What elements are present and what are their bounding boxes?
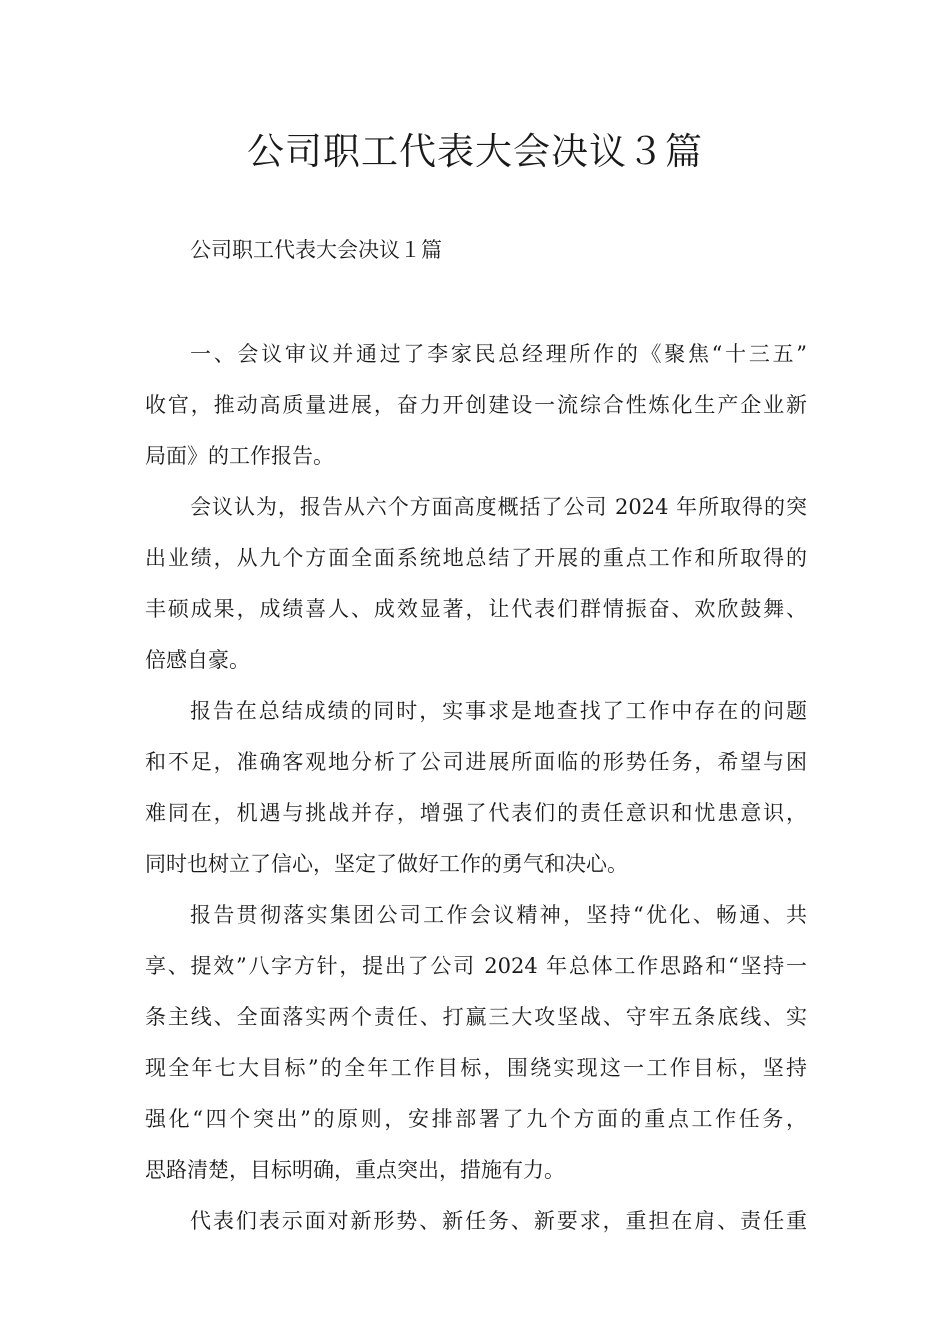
document-title: 公司职工代表大会决议３篇 bbox=[247, 130, 703, 173]
paragraph-line: 收官，推动高质量进展，奋力开创建设一流综合性炼化生产企业新 bbox=[145, 393, 807, 417]
body-paragraph bbox=[145, 686, 807, 890]
body-paragraph bbox=[145, 482, 807, 686]
paragraph-line: 难同在，机遇与挑战并存，增强了代表们的责任意识和忧患意识， bbox=[145, 801, 807, 825]
paragraph-line: 代表们表示面对新形势、新任务、新要求，重担在肩、责任重 bbox=[190, 1209, 807, 1233]
paragraph-line: 丰硕成果，成绩喜人、成效显著，让代表们群情振奋、欢欣鼓舞、 bbox=[145, 597, 807, 621]
paragraph-line: 和不足，准确客观地分析了公司进展所面临的形势任务，希望与困 bbox=[145, 750, 807, 774]
paragraph-line: 报告贯彻落实集团公司工作会议精神，坚持“优化、畅通、共 bbox=[190, 903, 807, 927]
paragraph-line: 局面》的工作报告。 bbox=[145, 444, 334, 468]
paragraph-line: 报告在总结成绩的同时，实事求是地查找了工作中存在的问题 bbox=[190, 699, 807, 723]
document-subtitle: 公司职工代表大会决议１篇 bbox=[190, 238, 442, 262]
body-paragraph bbox=[145, 329, 807, 482]
paragraph-line: 思路清楚，目标明确，重点突出，措施有力。 bbox=[145, 1158, 565, 1182]
body-paragraph bbox=[145, 1196, 807, 1247]
paragraph-line: 出业绩，从九个方面全面系统地总结了开展的重点工作和所取得的 bbox=[145, 546, 807, 570]
body-paragraph bbox=[145, 890, 807, 1196]
document-body bbox=[145, 329, 807, 1247]
paragraph-line: 同时也树立了信心，坚定了做好工作的勇气和决心。 bbox=[145, 852, 628, 876]
paragraph-line: 倍感自豪。 bbox=[145, 648, 250, 672]
paragraph-line: 条主线、全面落实两个责任、打赢三大攻坚战、守牢五条底线、实 bbox=[145, 1005, 807, 1029]
paragraph-line: 现全年七大目标”的全年工作目标，围绕实现这一工作目标，坚持 bbox=[145, 1056, 807, 1080]
paragraph-line: 享、提效”八字方针，提出了公司 2024 年总体工作思路和“坚持一 bbox=[145, 954, 807, 978]
paragraph-line: 一、会议审议并通过了李家民总经理所作的《聚焦“十三五” bbox=[190, 342, 807, 366]
paragraph-line: 强化“四个突出”的原则，安排部署了九个方面的重点工作任务， bbox=[145, 1107, 807, 1131]
paragraph-line: 会议认为，报告从六个方面高度概括了公司 2024 年所取得的突 bbox=[190, 495, 807, 519]
